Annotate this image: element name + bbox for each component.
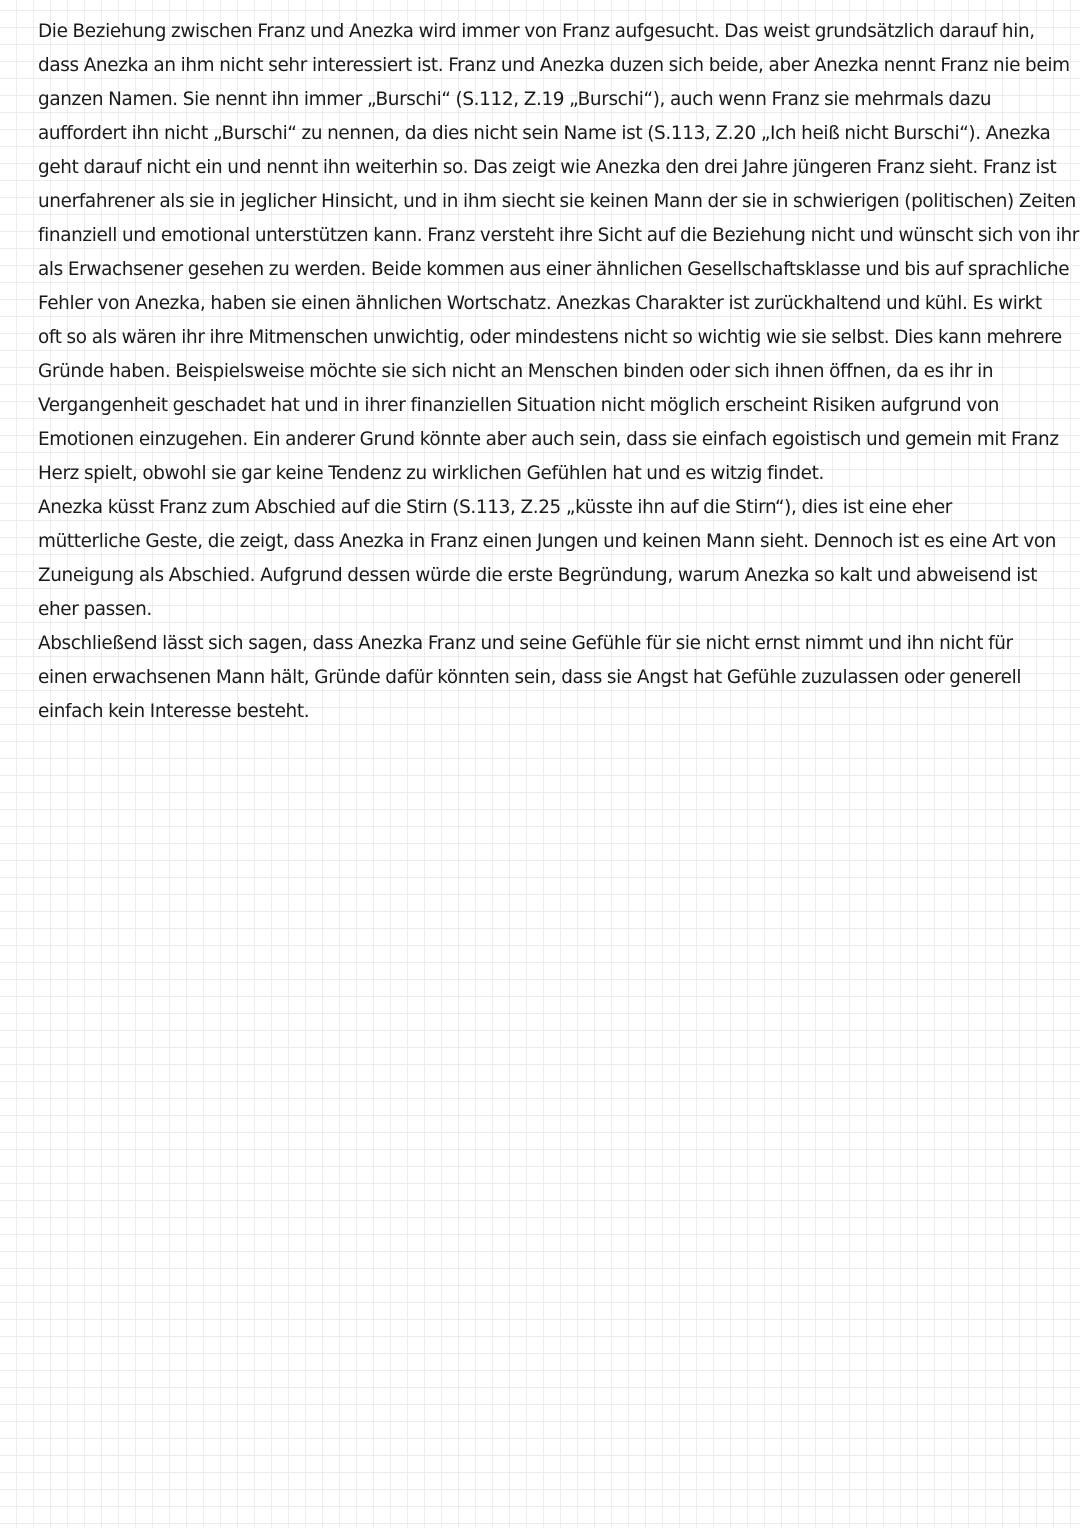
text-line-12: Vergangenheit geschadet hat und in ihrer finanziellen Situation nicht möglich erscheint Risiken aufgrund von xyxy=(38,395,1000,416)
text-line-13: Emotionen einzugehen. Ein anderer Grund könnte aber auch sein, dass sie einfach egoistisch und gemein mit Franz xyxy=(38,429,1059,450)
text-line-2: dass Anezka an ihm nicht sehr interessiert ist. Franz und Anezka duzen sich beide, aber Anezka nennt Franz nie beim xyxy=(38,55,1070,76)
text-line-17: Zuneigung als Abschied. Aufgrund dessen würde die erste Begründung, warum Anezka so kalt und abweisend ist xyxy=(38,565,1038,586)
text-line-20: einen erwachsenen Mann hält, Gründe dafür könnten sein, dass sie Angst hat Gefühle zuzulassen oder generell xyxy=(38,667,1022,688)
text-line-8: als Erwachsener gesehen zu werden. Beide kommen aus einer ähnlichen Gesellschaftsklasse und bis auf sprachliche xyxy=(38,259,1070,280)
text-line-1: Die Beziehung zwischen Franz und Anezka wird immer von Franz aufgesucht. Das weist grundsätzlich darauf hin, xyxy=(38,21,1035,42)
text-line-18: eher passen. xyxy=(38,599,152,620)
text-line-15: Anezka küsst Franz zum Abschied auf die Stirn (S.113, Z.25 „küsste ihn auf die Stirn“), dies ist eine eher xyxy=(38,497,953,518)
text-line-3: ganzen Namen. Sie nennt ihn immer „Burschi“ (S.112, Z.19 „Burschi“), auch wenn Franz sie mehrmals dazu xyxy=(38,89,992,110)
text-line-19: Abschließend lässt sich sagen, dass Anezka Franz und seine Gefühle für sie nicht ernst nimmt und ihn nicht für xyxy=(38,633,1013,654)
text-line-21: einfach kein Interesse besteht. xyxy=(38,701,310,722)
text-line-5: geht darauf nicht ein und nennt ihn weiterhin so. Das zeigt wie Anezka den drei Jahre jüngeren Franz sieht. Franz ist xyxy=(38,157,1057,178)
text-line-10: oft so als wären ihr ihre Mitmenschen unwichtig, oder mindestens nicht so wichtig wie sie selbst. Dies kann mehrere xyxy=(38,327,1062,348)
text-line-9: Fehler von Anezka, haben sie einen ähnlichen Wortschatz. Anezkas Charakter ist zurückhaltend und kühl. Es wirkt xyxy=(38,293,1042,314)
text-line-14: Herz spielt, obwohl sie gar keine Tendenz zu wirklichen Gefühlen hat und es witzig findet. xyxy=(38,463,824,484)
text-line-7: finanziell und emotional unterstützen kann. Franz versteht ihre Sicht auf die Beziehung nicht und wünscht sich von ihr xyxy=(38,225,1080,246)
text-line-6: unerfahrener als sie in jeglicher Hinsicht, und in ihm siecht sie keinen Mann der sie in schwierigen (politischen) Zeiten xyxy=(38,191,1076,212)
text-line-4: auffordert ihn nicht „Burschi“ zu nennen, da dies nicht sein Name ist (S.113, Z.20 „Ich heiß nicht Burschi“). Anezka xyxy=(38,123,1051,144)
text-line-16: mütterliche Geste, die zeigt, dass Anezka in Franz einen Jungen und keinen Mann sieht. Dennoch ist es eine Art von xyxy=(38,531,1057,552)
handwritten-notes xyxy=(38,15,1080,729)
text-line-11: Gründe haben. Beispielsweise möchte sie sich nicht an Menschen binden oder sich ihnen öffnen, da es ihr in xyxy=(38,361,994,382)
